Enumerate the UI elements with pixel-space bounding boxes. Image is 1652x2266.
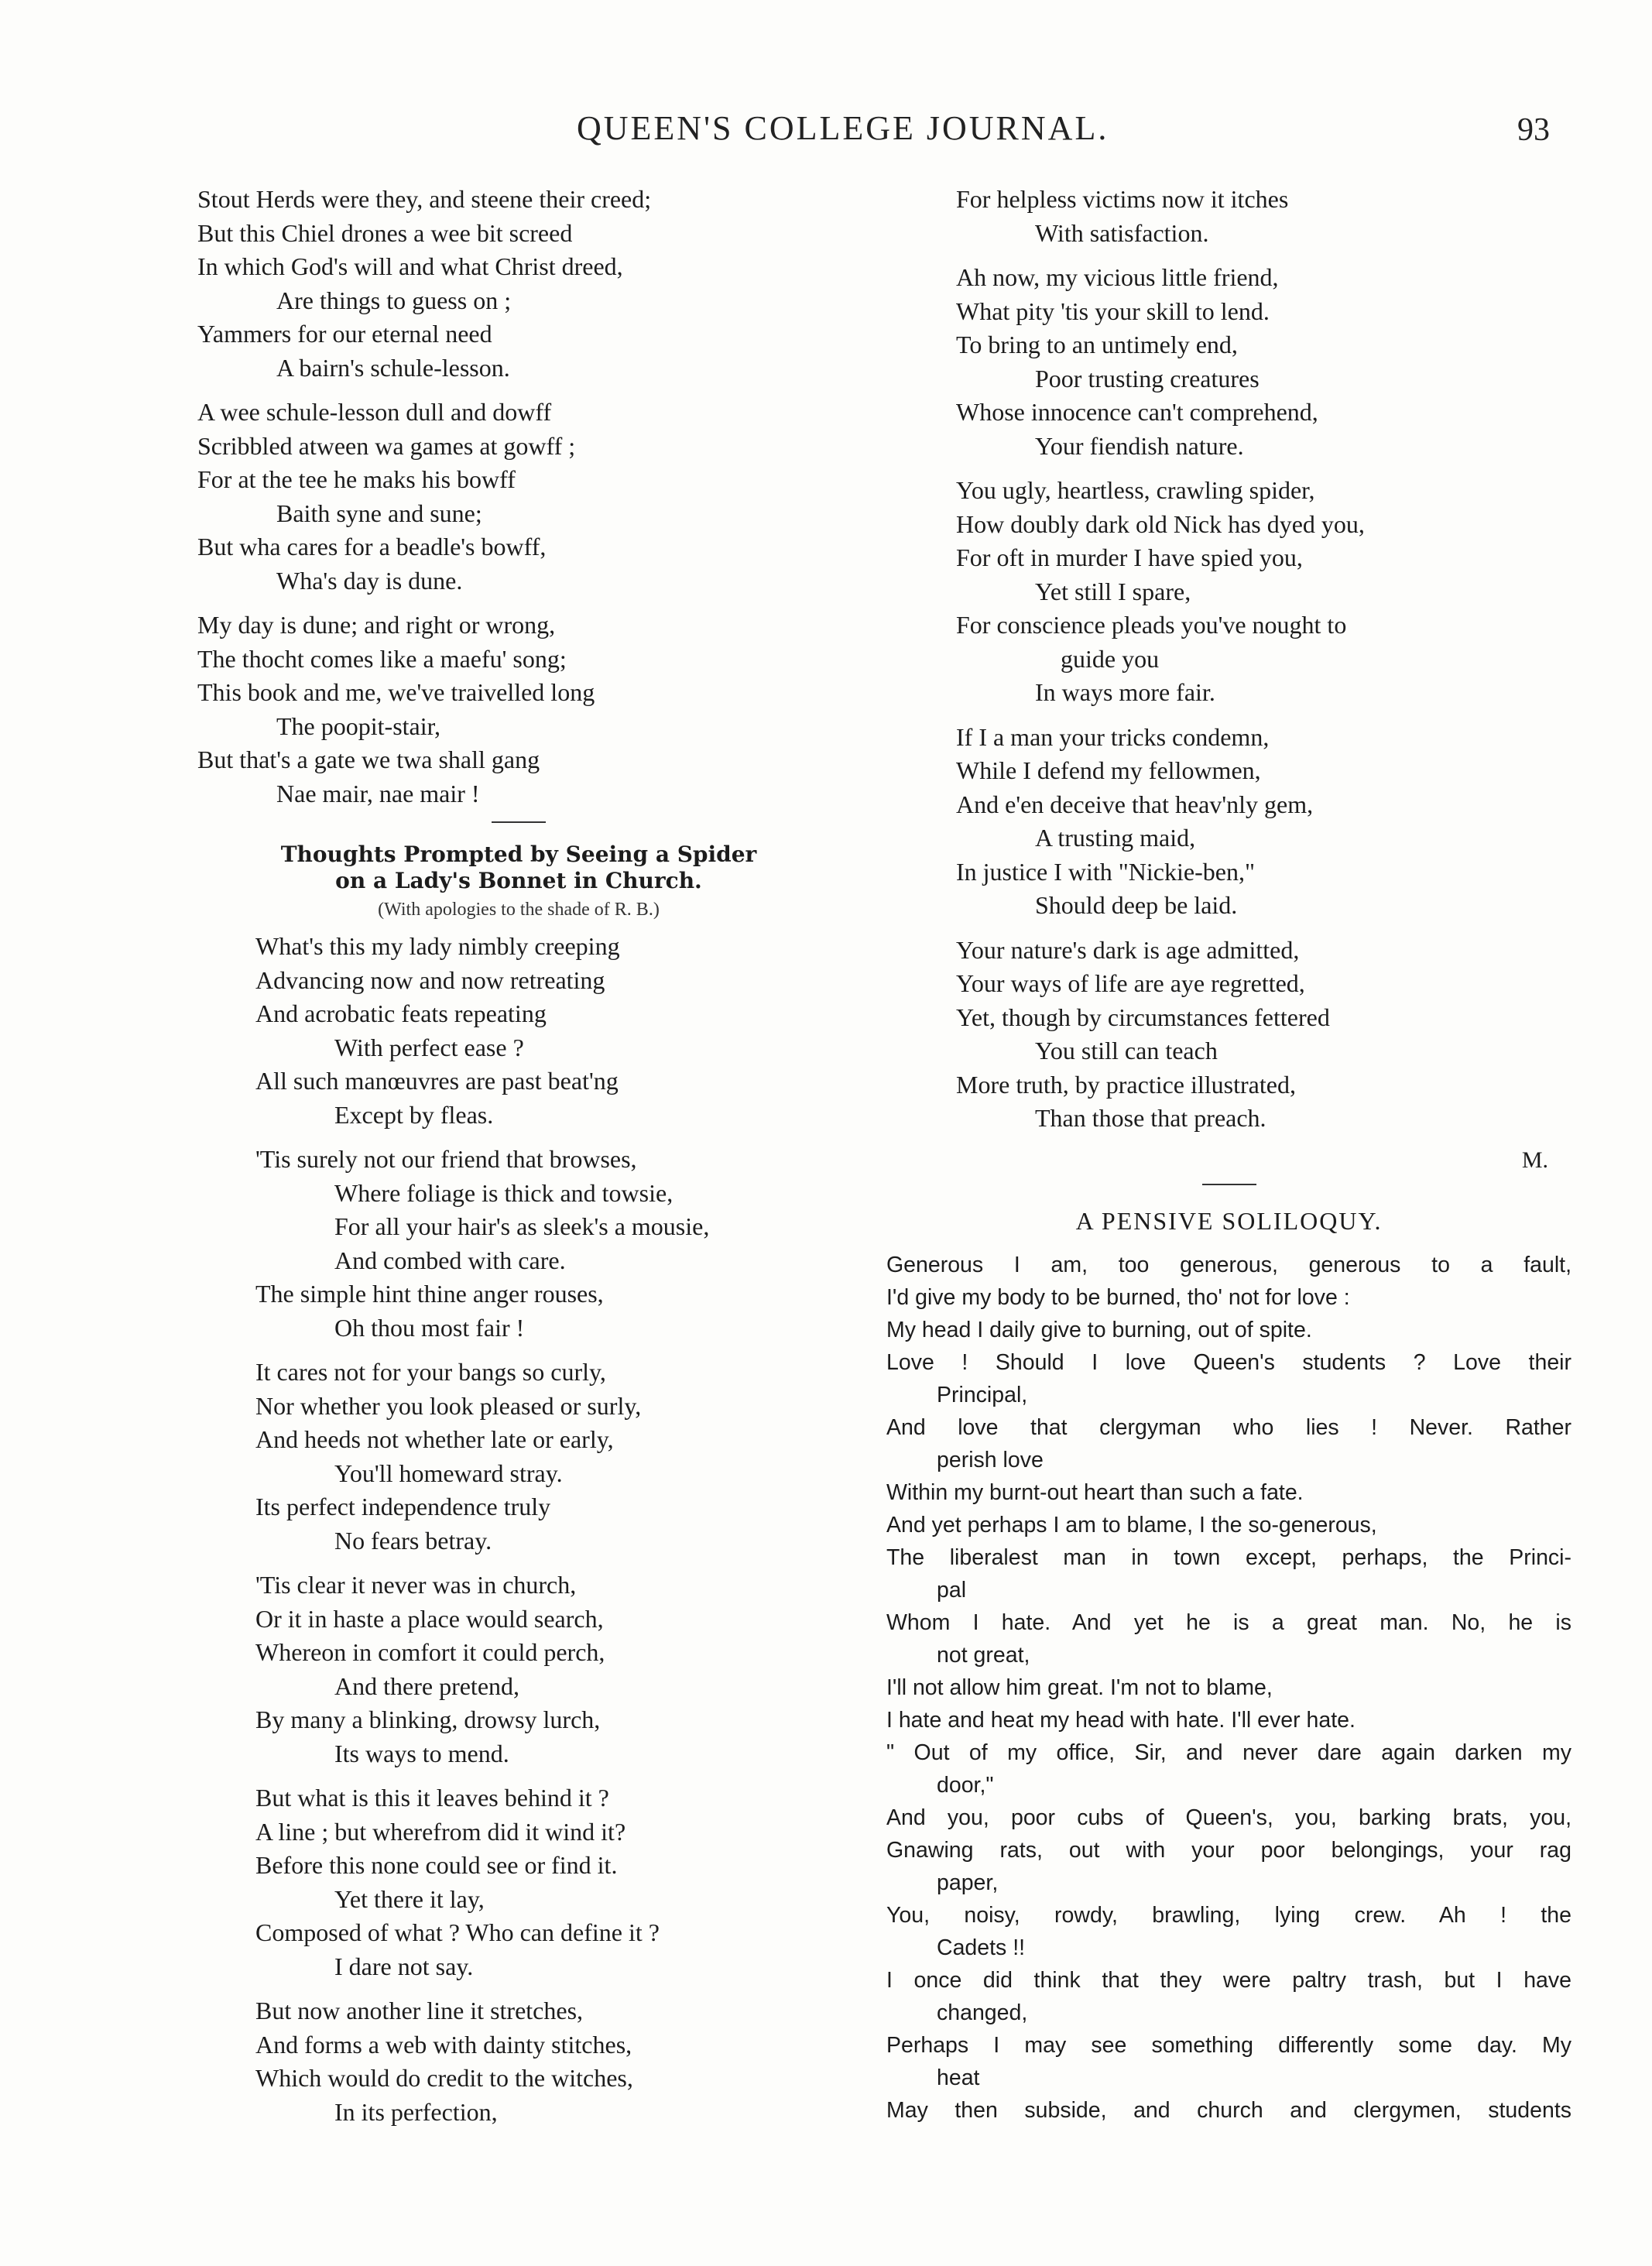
poem-line: A line ; but wherefrom did it wind it? bbox=[255, 1817, 626, 1846]
poem-line: Advancing now and now retreating bbox=[255, 965, 605, 994]
stanza bbox=[197, 396, 840, 598]
poem-line: For conscience pleads you've nought to bbox=[956, 611, 1347, 639]
stanza bbox=[956, 261, 1571, 463]
poem-line: Stout Herds were they, and steene their creed; bbox=[197, 185, 652, 213]
poem-line: Your nature's dark is age admitted, bbox=[956, 935, 1300, 964]
poem-line: It cares not for your bangs so curly, bbox=[255, 1358, 606, 1386]
poem-line: And e'en deceive that heav'nly gem, bbox=[956, 790, 1314, 818]
poem-title: on a Lady's Bonnet in Church. bbox=[335, 868, 702, 893]
right-column bbox=[886, 183, 1571, 2127]
soliloquy-line: " Out of my office, Sir, and never dare again darken my bbox=[886, 1740, 1571, 1765]
soliloquy-line: changed, bbox=[937, 2000, 1028, 2025]
soliloquy-line: Generous I am, too generous, generous to a fault, bbox=[886, 1252, 1571, 1277]
soliloquy-line: The liberalest man in town except, perhaps, the Princi- bbox=[886, 1544, 1571, 1570]
poem-line: But that's a gate we twa shall gang bbox=[197, 746, 540, 773]
poem-line: My day is dune; and right or wrong, bbox=[197, 611, 556, 639]
soliloquy-body bbox=[886, 1249, 1571, 2127]
soliloquy-line: heat bbox=[937, 2065, 980, 2090]
poem-line: You ugly, heartless, crawling spider, bbox=[956, 476, 1315, 504]
poem-line: To bring to an untimely end, bbox=[956, 331, 1238, 358]
poem-dedication: (With apologies to the shade of R. B.) bbox=[378, 900, 660, 920]
poem-line: A wee schule-lesson dull and dowff bbox=[197, 398, 552, 426]
poem-line: 'Tis surely not our friend that browses, bbox=[255, 1145, 637, 1173]
section-divider bbox=[1202, 1184, 1256, 1185]
poem-line: Composed of what ? Who can define it ? bbox=[255, 1918, 660, 1946]
soliloquy-line: Gnawing rats, out with your poor belongings, your rag bbox=[886, 1837, 1571, 1863]
stanza bbox=[956, 183, 1571, 250]
poem-line: For at the tee he maks his bowff bbox=[197, 465, 516, 493]
poem-line: But this Chiel drones a wee bit screed bbox=[197, 218, 573, 247]
poem-line: But now another line it stretches, bbox=[255, 1997, 584, 2024]
poem-line: And acrobatic feats repeating bbox=[255, 999, 547, 1027]
poem-line: guide you bbox=[1061, 644, 1160, 673]
spider-poem-body bbox=[197, 930, 840, 2129]
soliloquy-line: Perhaps I may see something differently some day. My bbox=[886, 2032, 1571, 2058]
poem-line: Wha's day is dune. bbox=[276, 566, 463, 595]
poem-line: Or it in haste a place would search, bbox=[255, 1604, 604, 1633]
stanza bbox=[956, 474, 1571, 710]
poem-line: In which God's will and what Christ dreed, bbox=[197, 252, 623, 280]
poem-line: I dare not say. bbox=[334, 1952, 474, 1980]
poem-line: Its perfect independence truly bbox=[255, 1493, 551, 1520]
author-signature: M. bbox=[1521, 1147, 1548, 1173]
stanza bbox=[255, 1568, 840, 1771]
stanza bbox=[255, 930, 840, 1132]
stanza bbox=[255, 1356, 840, 1558]
poem-line: By many a blinking, drowsy lurch, bbox=[255, 1705, 601, 1733]
poem-line: Than those that preach. bbox=[1035, 1104, 1266, 1132]
poem-title: Thoughts Prompted by Seeing a Spider bbox=[280, 842, 757, 867]
poem-line: What's this my lady nimbly creeping bbox=[255, 932, 620, 960]
poem-line: Yet there it lay, bbox=[334, 1884, 485, 1913]
spider-poem-continued bbox=[886, 183, 1571, 1136]
poem-line: A trusting maid, bbox=[1035, 824, 1196, 852]
poem-line: But wha cares for a beadle's bowff, bbox=[197, 533, 547, 561]
poem-line: No fears betray. bbox=[334, 1526, 492, 1555]
soliloquy-line: Principal, bbox=[937, 1382, 1028, 1407]
poem-line: You still can teach bbox=[1035, 1037, 1218, 1064]
poem-line: Oh thou most fair ! bbox=[334, 1313, 525, 1342]
poem-line: Your ways of life are aye regretted, bbox=[956, 969, 1305, 997]
poem-line: In its perfection, bbox=[334, 2097, 498, 2126]
poem-line: For helpless victims now it itches bbox=[956, 185, 1289, 213]
section-divider bbox=[492, 821, 546, 823]
poem-line: How doubly dark old Nick has dyed you, bbox=[956, 509, 1365, 538]
poem-line: Which would do credit to the witches, bbox=[255, 2064, 633, 2092]
stanza bbox=[255, 1143, 840, 1345]
soliloquy-line: I'll not allow him great. I'm not to blame, bbox=[886, 1675, 1273, 1700]
poem-line: Where foliage is thick and towsie, bbox=[334, 1178, 673, 1207]
poem-line: In ways more fair. bbox=[1035, 678, 1215, 706]
stanza bbox=[197, 183, 840, 385]
poem-line: Yet still I spare, bbox=[1035, 577, 1191, 605]
soliloquy-line: I'd give my body to be burned, tho' not for love : bbox=[886, 1284, 1350, 1310]
poem-line: Except by fleas. bbox=[334, 1100, 494, 1129]
soliloquy-line: You, noisy, rowdy, brawling, lying crew. Ah ! the bbox=[886, 1902, 1571, 1928]
poem-line: The poopit-stair, bbox=[276, 711, 440, 740]
poem-line: The thocht comes like a maefu' song; bbox=[197, 644, 567, 673]
poem-line: And combed with care. bbox=[334, 1246, 566, 1274]
poem-line: In justice I with "Nickie-ben," bbox=[956, 857, 1256, 886]
page-number: 93 bbox=[1517, 112, 1550, 148]
soliloquy-line: My head I daily give to burning, out of spite. bbox=[886, 1317, 1312, 1342]
poem-line: Baith syne and sune; bbox=[276, 499, 482, 527]
poem-line: Poor trusting creatures bbox=[1035, 364, 1260, 393]
poem-line: You'll homeward stray. bbox=[334, 1459, 563, 1487]
poem-line: The simple hint thine anger rouses, bbox=[255, 1280, 604, 1308]
poem-line: Its ways to mend. bbox=[334, 1739, 509, 1767]
soliloquy-line: door," bbox=[937, 1772, 994, 1798]
poem-line: And heeds not whether late or early, bbox=[255, 1425, 614, 1453]
poem-line: A bairn's schule-lesson. bbox=[276, 353, 510, 382]
poem-line: More truth, by practice illustrated, bbox=[956, 1070, 1296, 1099]
soliloquy-line: Within my burnt-out heart than such a fate. bbox=[886, 1479, 1304, 1505]
poem-line: Ah now, my vicious little friend, bbox=[956, 263, 1279, 291]
stanza bbox=[197, 608, 840, 811]
poem-line: All such manœuvres are past beat'ng bbox=[255, 1067, 619, 1095]
soliloquy-line: pal bbox=[937, 1577, 967, 1603]
poem-line: This book and me, we've traivelled long bbox=[197, 678, 595, 706]
stanza bbox=[255, 1781, 840, 1983]
journal-title: QUEEN'S COLLEGE JOURNAL. bbox=[577, 109, 1109, 147]
poem-line: Your fiendish nature. bbox=[1035, 431, 1244, 460]
poem-line: Scribbled atween wa games at gowff ; bbox=[197, 431, 576, 460]
poem-line: But what is this it leaves behind it ? bbox=[255, 1784, 609, 1812]
poem-line: Yet, though by circumstances fettered bbox=[956, 1003, 1330, 1031]
poem-line: And forms a web with dainty stitches, bbox=[255, 2030, 632, 2059]
soliloquy-title: A PENSIVE SOLILOQUY. bbox=[1075, 1206, 1383, 1235]
stanza bbox=[956, 721, 1571, 923]
soliloquy-line: Love ! Should I love Queen's students ? Love their bbox=[886, 1349, 1571, 1375]
soliloquy-line: And yet perhaps I am to blame, I the so-generous, bbox=[886, 1512, 1377, 1538]
poem-line: While I defend my fellowmen, bbox=[956, 756, 1261, 784]
soliloquy-line: perish love bbox=[937, 1447, 1044, 1472]
left-column bbox=[197, 183, 840, 2140]
poem-line: Yammers for our eternal need bbox=[197, 320, 492, 348]
soliloquy-line: I hate and heat my head with hate. I'll ever hate. bbox=[886, 1707, 1356, 1733]
soliloquy-line: May then subside, and church and clergymen, students bbox=[886, 2097, 1571, 2123]
poem-line: 'Tis clear it never was in church, bbox=[255, 1571, 577, 1599]
soliloquy-line: And you, poor cubs of Queen's, you, barking brats, you, bbox=[886, 1805, 1571, 1830]
poem-line: Whose innocence can't comprehend, bbox=[956, 398, 1318, 426]
poem-line: Should deep be laid. bbox=[1035, 891, 1238, 919]
poem-line: What pity 'tis your skill to lend. bbox=[956, 297, 1270, 325]
poem-line: And there pretend, bbox=[334, 1671, 520, 1700]
stanza bbox=[255, 1994, 840, 2129]
poem-line: For oft in murder I have spied you, bbox=[956, 543, 1303, 571]
page-header bbox=[0, 108, 1652, 155]
soliloquy-line: Cadets !! bbox=[937, 1935, 1026, 1960]
soliloquy-line: Whom I hate. And yet he is a great man. No, he is bbox=[886, 1610, 1571, 1635]
poem-line: If I a man your tricks condemn, bbox=[956, 722, 1270, 751]
poem-line: For all your hair's as sleek's a mousie, bbox=[334, 1212, 710, 1240]
stanza bbox=[956, 934, 1571, 1136]
poem-line: Before this none could see or find it. bbox=[255, 1851, 618, 1879]
poem-line: Nor whether you look pleased or surly, bbox=[255, 1391, 642, 1420]
soliloquy-line: paper, bbox=[937, 1870, 999, 1895]
poem-line: Are things to guess on ; bbox=[276, 286, 512, 314]
poem-line: With perfect ease ? bbox=[334, 1033, 524, 1061]
poem-line: Nae mair, nae mair ! bbox=[276, 779, 480, 807]
poem-line: Whereon in comfort it could perch, bbox=[255, 1638, 605, 1666]
soliloquy-line: And love that clergyman who lies ! Never. Rather bbox=[886, 1414, 1571, 1440]
soliloquy-line: I once did think that they were paltry trash, but I have bbox=[886, 1967, 1571, 1993]
poem-line: With satisfaction. bbox=[1035, 218, 1209, 247]
soliloquy-line: not great, bbox=[937, 1642, 1030, 1668]
